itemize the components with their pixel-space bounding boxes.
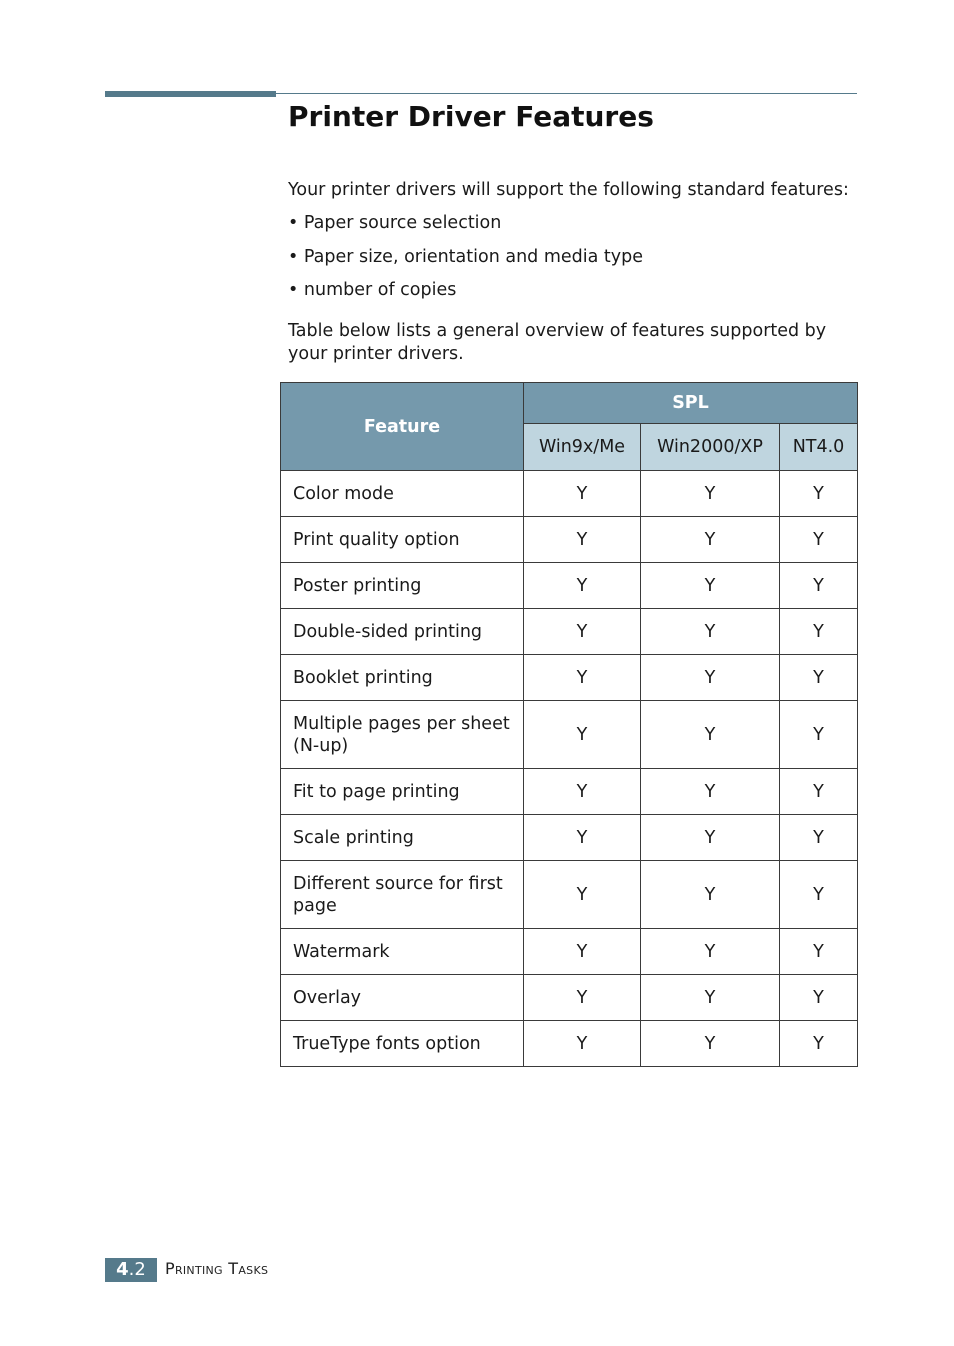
feature-name: Multiple pages per sheet (N-up) xyxy=(281,701,524,769)
support-value: Y xyxy=(641,471,780,517)
header-rule-thick xyxy=(105,91,276,97)
feature-name: Poster printing xyxy=(281,563,524,609)
support-value: Y xyxy=(780,471,858,517)
support-value: Y xyxy=(524,517,641,563)
support-value: Y xyxy=(524,815,641,861)
support-value: Y xyxy=(524,769,641,815)
support-value: Y xyxy=(780,609,858,655)
table-row xyxy=(281,861,858,929)
support-value: Y xyxy=(780,701,858,769)
intro-text: Your printer drivers will support the following standard features: xyxy=(288,180,849,200)
support-value: Y xyxy=(780,861,858,929)
support-value: Y xyxy=(780,563,858,609)
support-value: Y xyxy=(641,929,780,975)
support-value: Y xyxy=(641,769,780,815)
support-value: Y xyxy=(780,517,858,563)
table-description: Table below lists a general overview of features supported by your printer drivers. xyxy=(288,321,827,364)
support-value: Y xyxy=(641,861,780,929)
support-value: Y xyxy=(780,655,858,701)
support-value: Y xyxy=(524,975,641,1021)
support-value: Y xyxy=(524,609,641,655)
spl-group-header: SPL xyxy=(524,383,858,424)
table-row xyxy=(281,975,858,1021)
feature-name: Different source for first page xyxy=(281,861,524,929)
page-number: .2 xyxy=(128,1259,146,1280)
feature-name: TrueType fonts option xyxy=(281,1021,524,1067)
table-row xyxy=(281,1021,858,1067)
table-row xyxy=(281,563,858,609)
support-value: Y xyxy=(524,929,641,975)
column-header-win2000: Win2000/XP xyxy=(641,424,780,471)
feature-name: Print quality option xyxy=(281,517,524,563)
feature-name: Watermark xyxy=(281,929,524,975)
header-rule-thin xyxy=(276,93,857,94)
table-row xyxy=(281,815,858,861)
feature-name: Fit to page printing xyxy=(281,769,524,815)
page-number-badge xyxy=(105,1258,157,1282)
bullet-item: • Paper source selection xyxy=(288,213,502,233)
support-value: Y xyxy=(780,929,858,975)
support-value: Y xyxy=(641,1021,780,1067)
feature-name: Overlay xyxy=(281,975,524,1021)
table-row xyxy=(281,701,858,769)
table-row xyxy=(281,769,858,815)
support-value: Y xyxy=(641,815,780,861)
support-value: Y xyxy=(524,655,641,701)
support-value: Y xyxy=(524,701,641,769)
feature-name: Color mode xyxy=(281,471,524,517)
support-value: Y xyxy=(641,655,780,701)
features-table xyxy=(280,382,858,1067)
support-value: Y xyxy=(641,701,780,769)
feature-name: Scale printing xyxy=(281,815,524,861)
table-row xyxy=(281,929,858,975)
feature-column-header: Feature xyxy=(281,383,524,471)
feature-bullet-list xyxy=(288,213,643,314)
support-value: Y xyxy=(780,769,858,815)
support-value: Y xyxy=(641,975,780,1021)
bullet-item: • number of copies xyxy=(288,280,457,300)
column-header-win9x: Win9x/Me xyxy=(524,424,641,471)
support-value: Y xyxy=(780,1021,858,1067)
feature-name: Double-sided printing xyxy=(281,609,524,655)
support-value: Y xyxy=(641,563,780,609)
table-row xyxy=(281,471,858,517)
support-value: Y xyxy=(641,517,780,563)
table-row xyxy=(281,517,858,563)
support-value: Y xyxy=(641,609,780,655)
column-header-nt4: NT4.0 xyxy=(780,424,858,471)
table-row xyxy=(281,655,858,701)
table-row xyxy=(281,609,858,655)
support-value: Y xyxy=(780,815,858,861)
footer-section-title: Printing Tasks xyxy=(165,1259,269,1278)
page-title: Printer Driver Features xyxy=(288,100,654,133)
bullet-item: • Paper size, orientation and media type xyxy=(288,246,644,267)
support-value: Y xyxy=(524,1021,641,1067)
feature-name: Booklet printing xyxy=(281,655,524,701)
chapter-number: 4 xyxy=(116,1259,129,1280)
support-value: Y xyxy=(780,975,858,1021)
support-value: Y xyxy=(524,563,641,609)
support-value: Y xyxy=(524,861,641,929)
support-value: Y xyxy=(524,471,641,517)
